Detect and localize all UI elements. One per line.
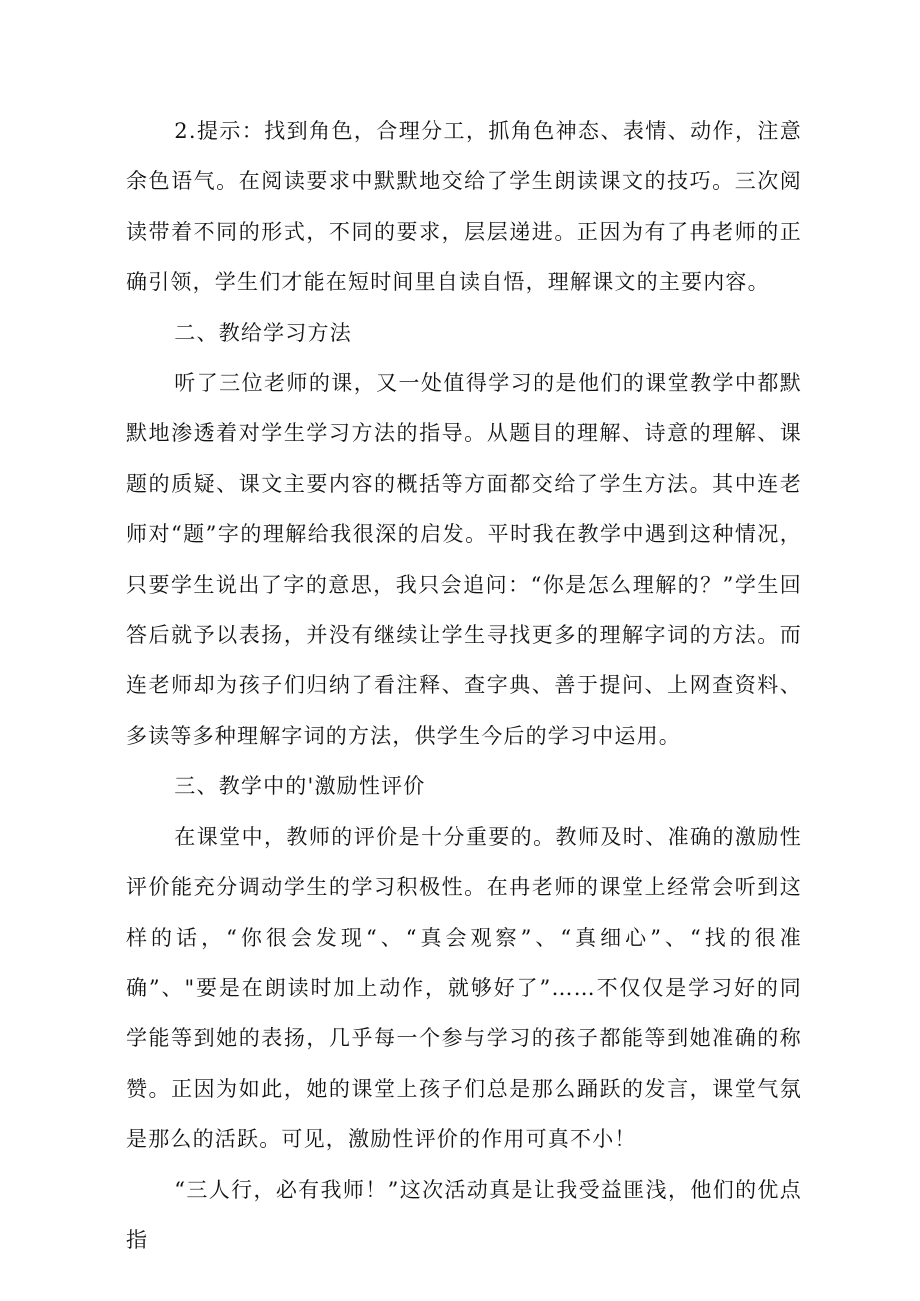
document-body [126,106,802,1265]
paragraph-tips: 2.提示：找到角色，合理分工，抓角色神态、表情、动作，注意余色语气。在阅读要求中默默地交给了学生朗读课文的技巧。三次阅读带着不同的形式，不同的要求，层层递进。正因为有了冉老师的正确引领，学生们才能在短时间里自读自悟，理解课文的主要内容。 [126,119,802,295]
paragraph-incentive-evaluation: 在课堂中，教师的评价是十分重要的。教师及时、准确的激励性评价能充分调动学生的学习积极性。在冉老师的课堂上经常会听到这样的话，“你很会发现“、“真会观察”、“真细心”、“找的很准确”、"要是在朗读时加上动作，就够好了”……不仅仅是学习好的同学能等到她的表扬，几乎每一个参与学习的孩子都能等到她准确的称赞。正因为如此，她的课堂上孩子们总是那么踊跃的发言，课堂气氛是那么的活跃。可见，激励性评价的作用可真不小！ [126,824,802,1152]
paragraph-learning-methods: 听了三位老师的课，又一处值得学习的是他们的课堂教学中都默默地渗透着对学生学习方法的指导。从题目的理解、诗意的理解、课题的质疑、课文主要内容的概括等方面都交给了学生方法。其中连老师对“题”字的理解给我很深的启发。平时我在教学中遇到这种情况，只要学生说出了字的意思，我只会追问：“你是怎么理解的？”学生回答后就予以表扬，并没有继续让学生寻找更多的理解字词的方法。而连老师却为孩子们归纳了看注释、查字典、善于提问、上网查资料、多读等多种理解字词的方法，供学生今后的学习中运用。 [126,371,802,748]
section-heading-learning-methods: 二、教给学习方法 [174,320,352,345]
paragraph-conclusion: “三人行，必有我师！”这次活动真是让我受益匪浅，他们的优点指 [126,1177,802,1252]
section-heading-incentive-evaluation: 三、教学中的'激励性评价 [174,774,426,799]
